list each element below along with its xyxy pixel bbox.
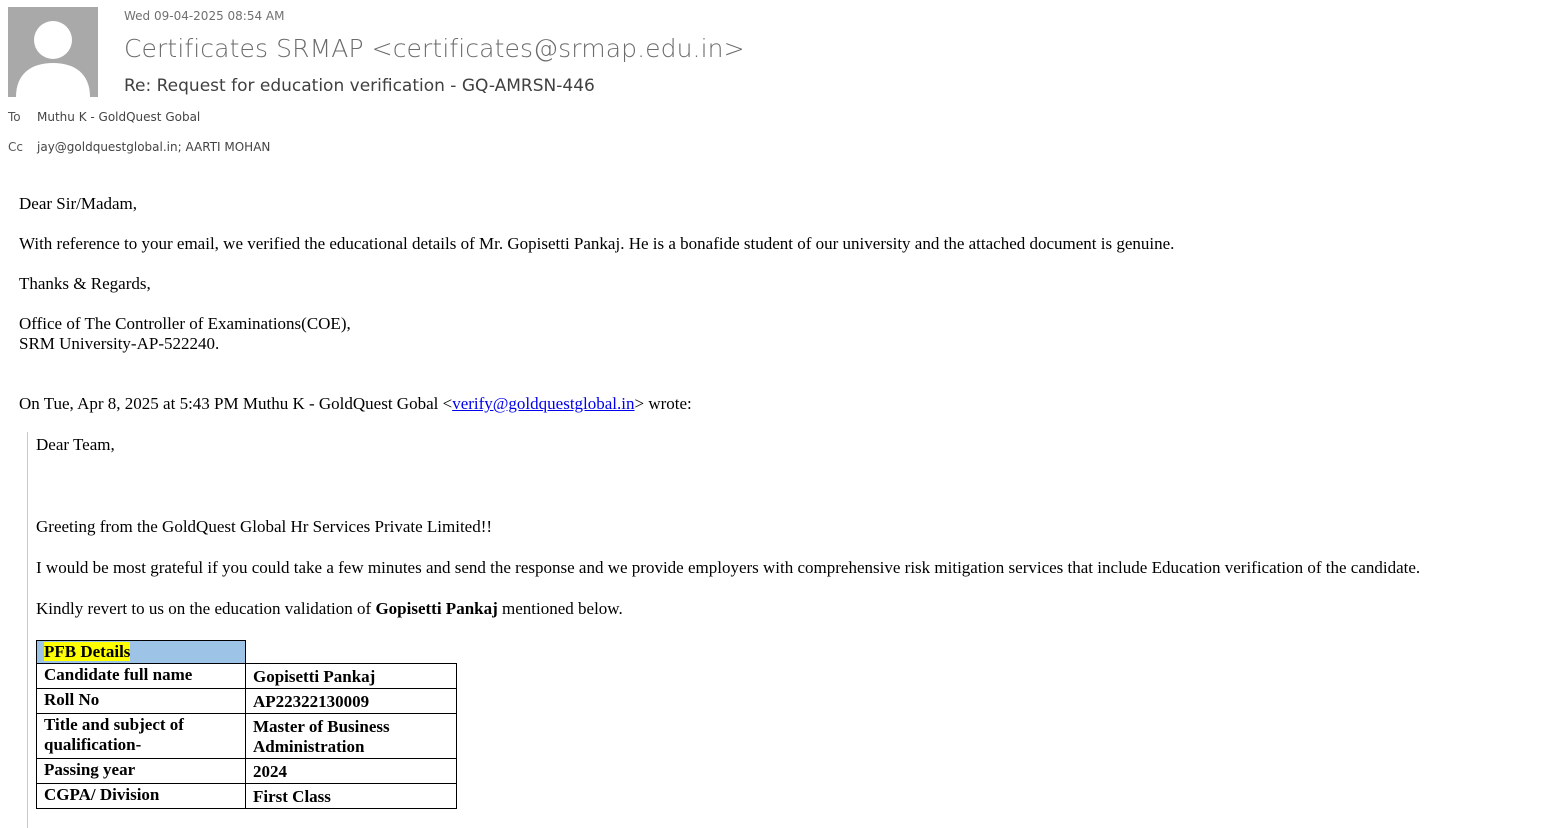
- cc-label: Cc: [8, 140, 23, 154]
- reply-greeting: Dear Sir/Madam,: [19, 194, 138, 213]
- table-header-empty: [246, 641, 457, 664]
- table-row: [37, 784, 457, 809]
- details-table: [36, 640, 457, 809]
- table-row: [37, 759, 457, 784]
- table-value-cell: 2024: [246, 759, 457, 784]
- table-label-cell: CGPA/ Division: [37, 784, 246, 809]
- message-header: [0, 0, 1563, 170]
- table-value-cell: First Class: [246, 784, 457, 809]
- cc-recipients[interactable]: jay@goldquestglobal.in; AARTI MOHAN: [37, 140, 271, 154]
- quote-attribution: [19, 394, 692, 414]
- table-value-cell: Master of Business Administration: [246, 714, 457, 759]
- table-row: [37, 689, 457, 714]
- quoted-line-3-prefix: Kindly revert to us on the education validation of: [36, 599, 376, 618]
- quoted-line-1: Greeting from the GoldQuest Global Hr Services Private Limited!!: [36, 517, 493, 536]
- table-row: [37, 664, 457, 689]
- table-header-row: [37, 641, 457, 664]
- table-value-cell: Gopisetti Pankaj: [246, 664, 457, 689]
- table-header-text: PFB Details: [44, 642, 131, 661]
- table-label-cell: Candidate full name: [37, 664, 246, 689]
- table-label-cell: Title and subject of qualification-: [37, 714, 246, 759]
- signature-line-1: Office of The Controller of Examinations(COE),: [19, 314, 351, 333]
- table-row: [37, 714, 457, 759]
- table-label-cell: Passing year: [37, 759, 246, 784]
- table-value-cell: AP22322130009: [246, 689, 457, 714]
- signature-line-2: SRM University-AP-522240.: [19, 334, 220, 353]
- quoted-greeting: Dear Team,: [36, 435, 115, 454]
- reply-paragraph: With reference to your email, we verified the educational details of Mr. Gopisetti Pankaj. He is a bonafide student of our university and the attached document is genuine.: [19, 234, 1175, 253]
- sent-date: Wed 09-04-2025 08:54 AM: [124, 9, 285, 23]
- reply-regards: Thanks & Regards,: [19, 274, 151, 293]
- quoted-line-3-suffix: mentioned below.: [497, 599, 623, 618]
- table-label-cell: Roll No: [37, 689, 246, 714]
- attribution-suffix: > wrote:: [634, 394, 692, 413]
- candidate-name-bold: Gopisetti Pankaj: [375, 599, 498, 618]
- table-header-cell: [37, 641, 246, 664]
- sender-avatar[interactable]: [8, 7, 98, 97]
- quote-bar: [27, 432, 28, 828]
- to-label: To: [8, 110, 21, 124]
- sender-name[interactable]: Certificates SRMAP <certificates@srmap.edu.in>: [124, 34, 745, 63]
- to-recipient[interactable]: Muthu K - GoldQuest Gobal: [37, 110, 201, 124]
- quoted-line-2: I would be most grateful if you could take a few minutes and send the response and we provide employers with comprehensive risk mitigation services that include Education verification of the candidate.: [36, 558, 1421, 577]
- quoted-line-3: [36, 599, 623, 619]
- message-subject: Re: Request for education verification - GQ-AMRSN-446: [124, 76, 595, 96]
- email-link[interactable]: verify@goldquestglobal.in: [452, 394, 635, 413]
- attribution-prefix: On Tue, Apr 8, 2025 at 5:43 PM Muthu K - GoldQuest Gobal <: [19, 394, 453, 413]
- person-icon: [8, 7, 98, 97]
